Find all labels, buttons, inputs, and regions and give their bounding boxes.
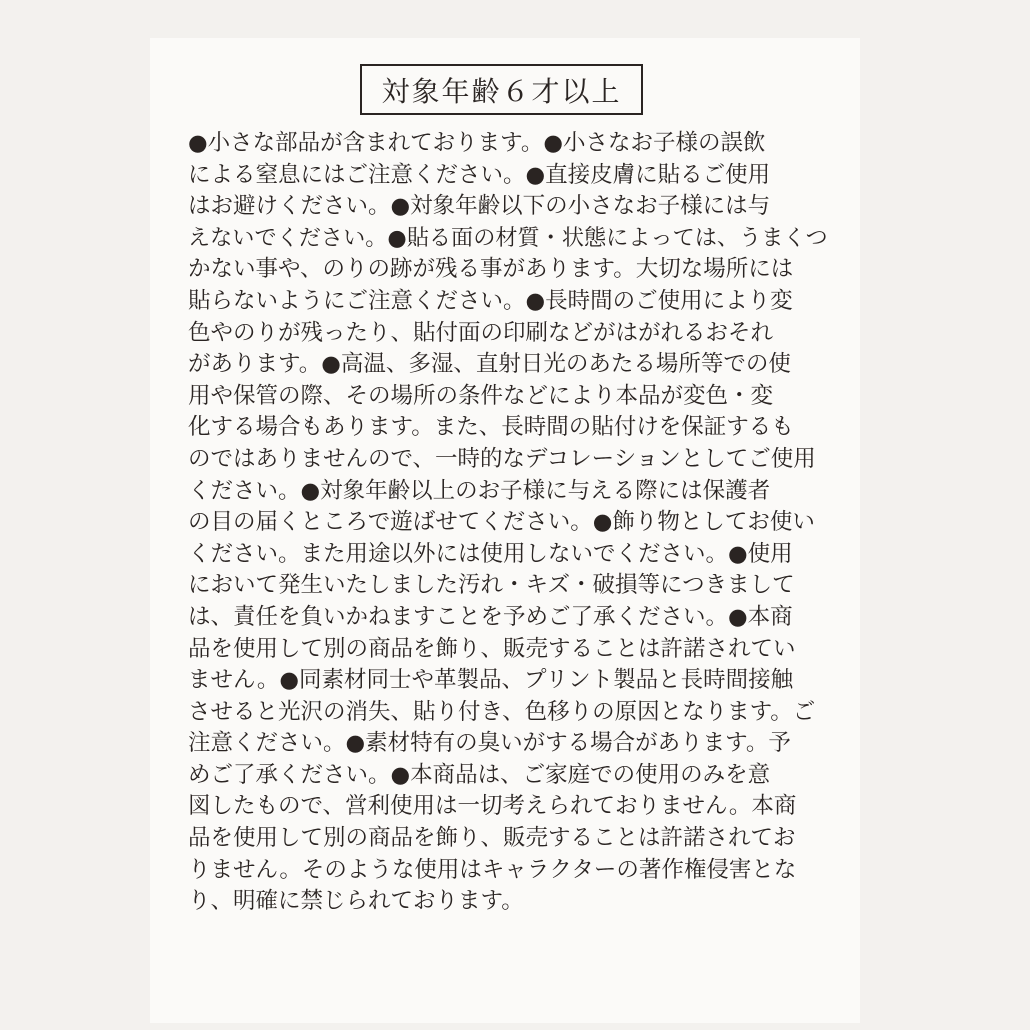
notice-line: り、明確に禁じられております。 bbox=[188, 888, 524, 915]
notice-line: ください。また用途以外には使用しないでください。●使用 bbox=[188, 540, 793, 567]
notice-line: 注意ください。●素材特有の臭いがする場合があります。予 bbox=[188, 730, 791, 757]
notice-line: 品を使用して別の商品を飾り、販売することは許諾されてい bbox=[188, 635, 796, 662]
notice-line: 色やのりが残ったり、貼付面の印刷などがはがれるおそれ bbox=[188, 319, 774, 346]
notice-line: かない事や、のりの跡が残る事があります。大切な場所には bbox=[188, 256, 794, 283]
notice-line: りません。そのような使用はキャラクターの著作権侵害とな bbox=[188, 856, 797, 883]
notice-line: えないでください。●貼る面の材質・状態によっては、うまくつ bbox=[188, 224, 828, 251]
notice-line: ません。●同素材同士や革製品、プリント製品と長時間接触 bbox=[188, 667, 794, 694]
notice-line: ●小さな部品が含まれております。●小さなお子様の誤飲 bbox=[188, 130, 766, 156]
notice-line: めご了承ください。●本商品は、ご家庭での使用のみを意 bbox=[188, 761, 771, 788]
notice-line: 用や保管の際、その場所の条件などにより本品が変色・変 bbox=[188, 382, 774, 409]
notice-line: の目の届くところで遊ばせてください。●飾り物としてお使い bbox=[188, 509, 815, 536]
notice-line: 図したもので、営利使用は一切考えられておりません。本商 bbox=[188, 793, 797, 820]
notice-line: 貼らないようにご注意ください。●長時間のご使用により変 bbox=[188, 287, 793, 314]
notice-line: ください。●対象年齢以上のお子様に与える際には保護者 bbox=[188, 477, 771, 504]
notice-line: 品を使用して別の商品を飾り、販売することは許諾されてお bbox=[188, 825, 796, 852]
notice-line: させると光沢の消失、貼り付き、色移りの原因となります。ご bbox=[188, 698, 816, 725]
age-rating-text: 対象年齢６才以上 bbox=[381, 74, 622, 108]
age-rating-box bbox=[360, 64, 643, 115]
caution-notice bbox=[188, 128, 828, 918]
notice-line: があります。●高温、多湿、直射日光のあたる場所等での使 bbox=[188, 351, 791, 378]
notice-line: はお避けください。●対象年齢以下の小さなお子様には与 bbox=[188, 193, 771, 220]
notice-line: による窒息にはご注意ください。●直接皮膚に貼るご使用 bbox=[188, 161, 771, 188]
notice-line: は、責任を負いかねますことを予めご了承ください。●本商 bbox=[188, 603, 793, 630]
notice-line: のではありませんので、一時的なデコレーションとしてご使用 bbox=[188, 445, 816, 472]
notice-line: 化する場合もあります。また、長時間の貼付けを保証するも bbox=[188, 414, 794, 441]
notice-line: において発生いたしました汚れ・キズ・破損等につきまして bbox=[188, 572, 795, 599]
